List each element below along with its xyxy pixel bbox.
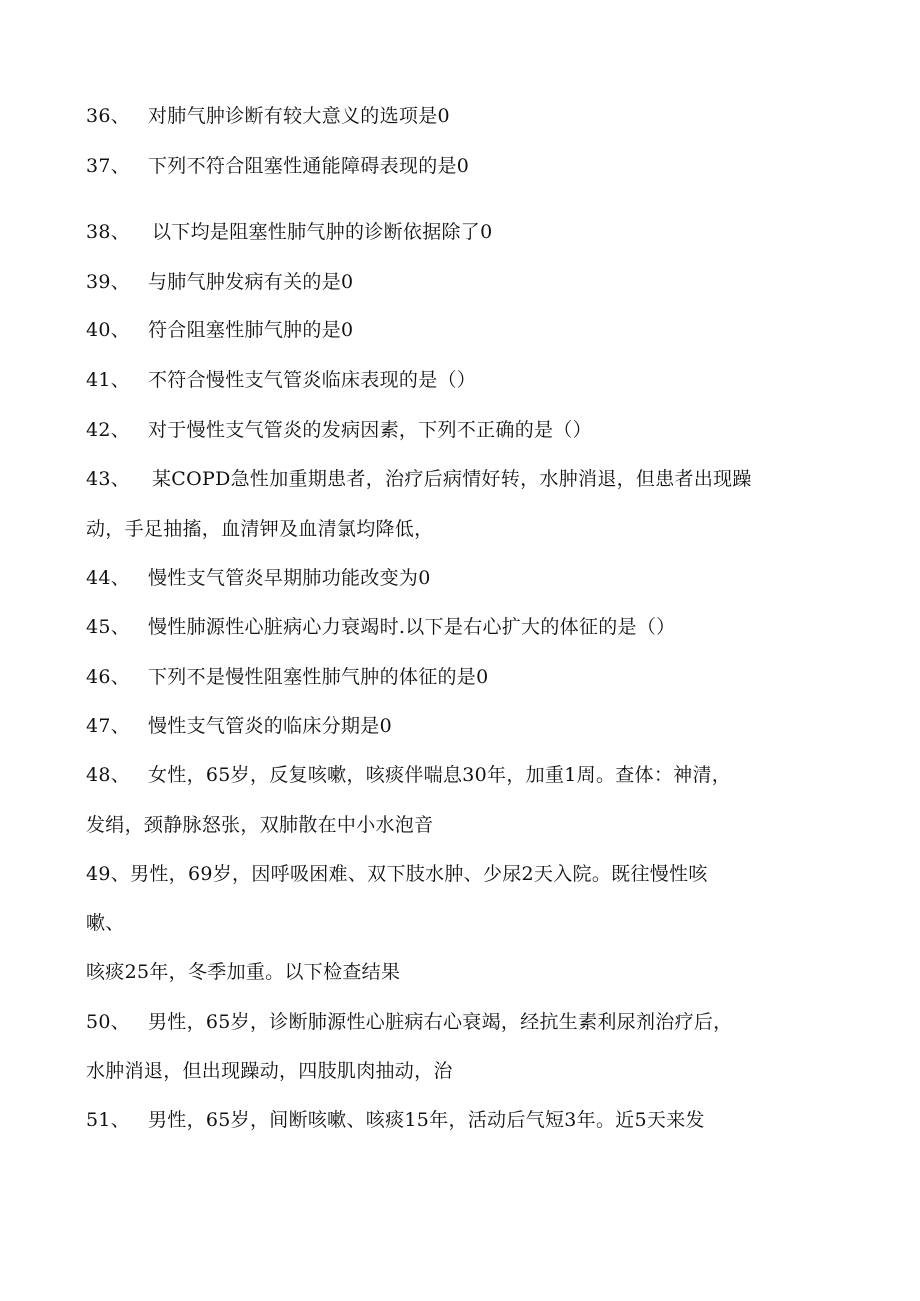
question-38 [86, 220, 493, 244]
question-text: 慢性支气管炎早期肺功能改变为0 [148, 567, 431, 589]
question-49-continued-2 [86, 960, 400, 984]
question-text: 发绢，颈静脉怒张，双肺散在中小水泡音 [86, 814, 434, 836]
question-text: 下列不符合阻塞性通能障碍表现的是0 [148, 155, 470, 177]
question-text: 慢性肺源性心脏病心力衰竭时.以下是右心扩大的体征的是（） [148, 616, 676, 638]
question-number: 36、 [86, 105, 131, 127]
question-36 [86, 104, 450, 128]
question-39 [86, 270, 353, 294]
question-text: 嗽、 [86, 912, 125, 934]
question-text: 男性，65岁，间断咳嗽、咳痰15年，活动后气短3年。近5天来发 [148, 1109, 705, 1131]
question-47 [86, 714, 392, 738]
question-number: 50、 [86, 1011, 131, 1033]
question-text: 男性，65岁，诊断肺源性心脏病右心衰竭，经抗生素利尿剂治疗后， [148, 1011, 733, 1033]
question-number: 45、 [86, 616, 131, 638]
question-text: 动，手足抽搐，血清钾及血清氯均降低， [86, 518, 434, 540]
question-number: 41、 [86, 369, 131, 391]
question-number: 42、 [86, 419, 131, 441]
question-51 [86, 1108, 705, 1132]
question-text: 水肿消退，但出现躁动，四肢肌肉抽动，治 [86, 1060, 453, 1082]
question-40 [86, 318, 353, 342]
question-49 [86, 862, 708, 886]
question-text: 符合阻塞性肺气肿的是0 [148, 319, 354, 341]
question-46 [86, 665, 489, 689]
question-number: 51、 [86, 1109, 131, 1131]
question-text: 咳痰25年，冬季加重。以下检查结果 [86, 961, 401, 983]
question-number: 40、 [86, 319, 131, 341]
question-number: 44、 [86, 567, 131, 589]
question-text: 慢性支气管炎的临床分期是0 [148, 715, 392, 737]
question-48 [86, 763, 731, 787]
question-text: 对于慢性支气管炎的发病因素，下列不正确的是（） [148, 419, 592, 441]
question-number: 48、 [86, 764, 131, 786]
question-41 [86, 368, 476, 392]
question-text: 不符合慢性支气管炎临床表现的是（） [148, 369, 477, 391]
question-text: 以下均是阻塞性肺气肿的诊断依据除了0 [152, 221, 493, 243]
question-43 [86, 467, 752, 491]
question-text: 下列不是慢性阻塞性肺气肿的体征的是0 [148, 666, 489, 688]
question-number: 37、 [86, 155, 131, 177]
question-49-continued [86, 911, 125, 935]
question-number: 46、 [86, 666, 131, 688]
question-number: 47、 [86, 715, 131, 737]
question-37 [86, 154, 469, 178]
question-44 [86, 566, 431, 590]
question-42 [86, 418, 592, 442]
question-43-continued [86, 517, 433, 541]
question-number: 38、 [86, 221, 131, 243]
question-number: 39、 [86, 271, 131, 293]
question-50-continued [86, 1059, 453, 1083]
question-text: 女性，65岁，反复咳嗽，咳痰伴喘息30年，加重1周。查体：神清， [148, 764, 732, 786]
question-text: 某COPD急性加重期患者，治疗后病情好转，水肿消退，但患者出现躁 [152, 468, 752, 490]
question-text: 49、男性，69岁，因呼吸困难、双下肢水肿、少尿2天入院。既往慢性咳 [86, 863, 708, 885]
question-50 [86, 1010, 732, 1034]
question-48-continued [86, 813, 433, 837]
question-number: 43、 [86, 468, 131, 490]
question-text: 对肺气肿诊断有较大意义的选项是0 [148, 105, 450, 127]
question-45 [86, 615, 675, 639]
question-text: 与肺气肿发病有关的是0 [148, 271, 354, 293]
